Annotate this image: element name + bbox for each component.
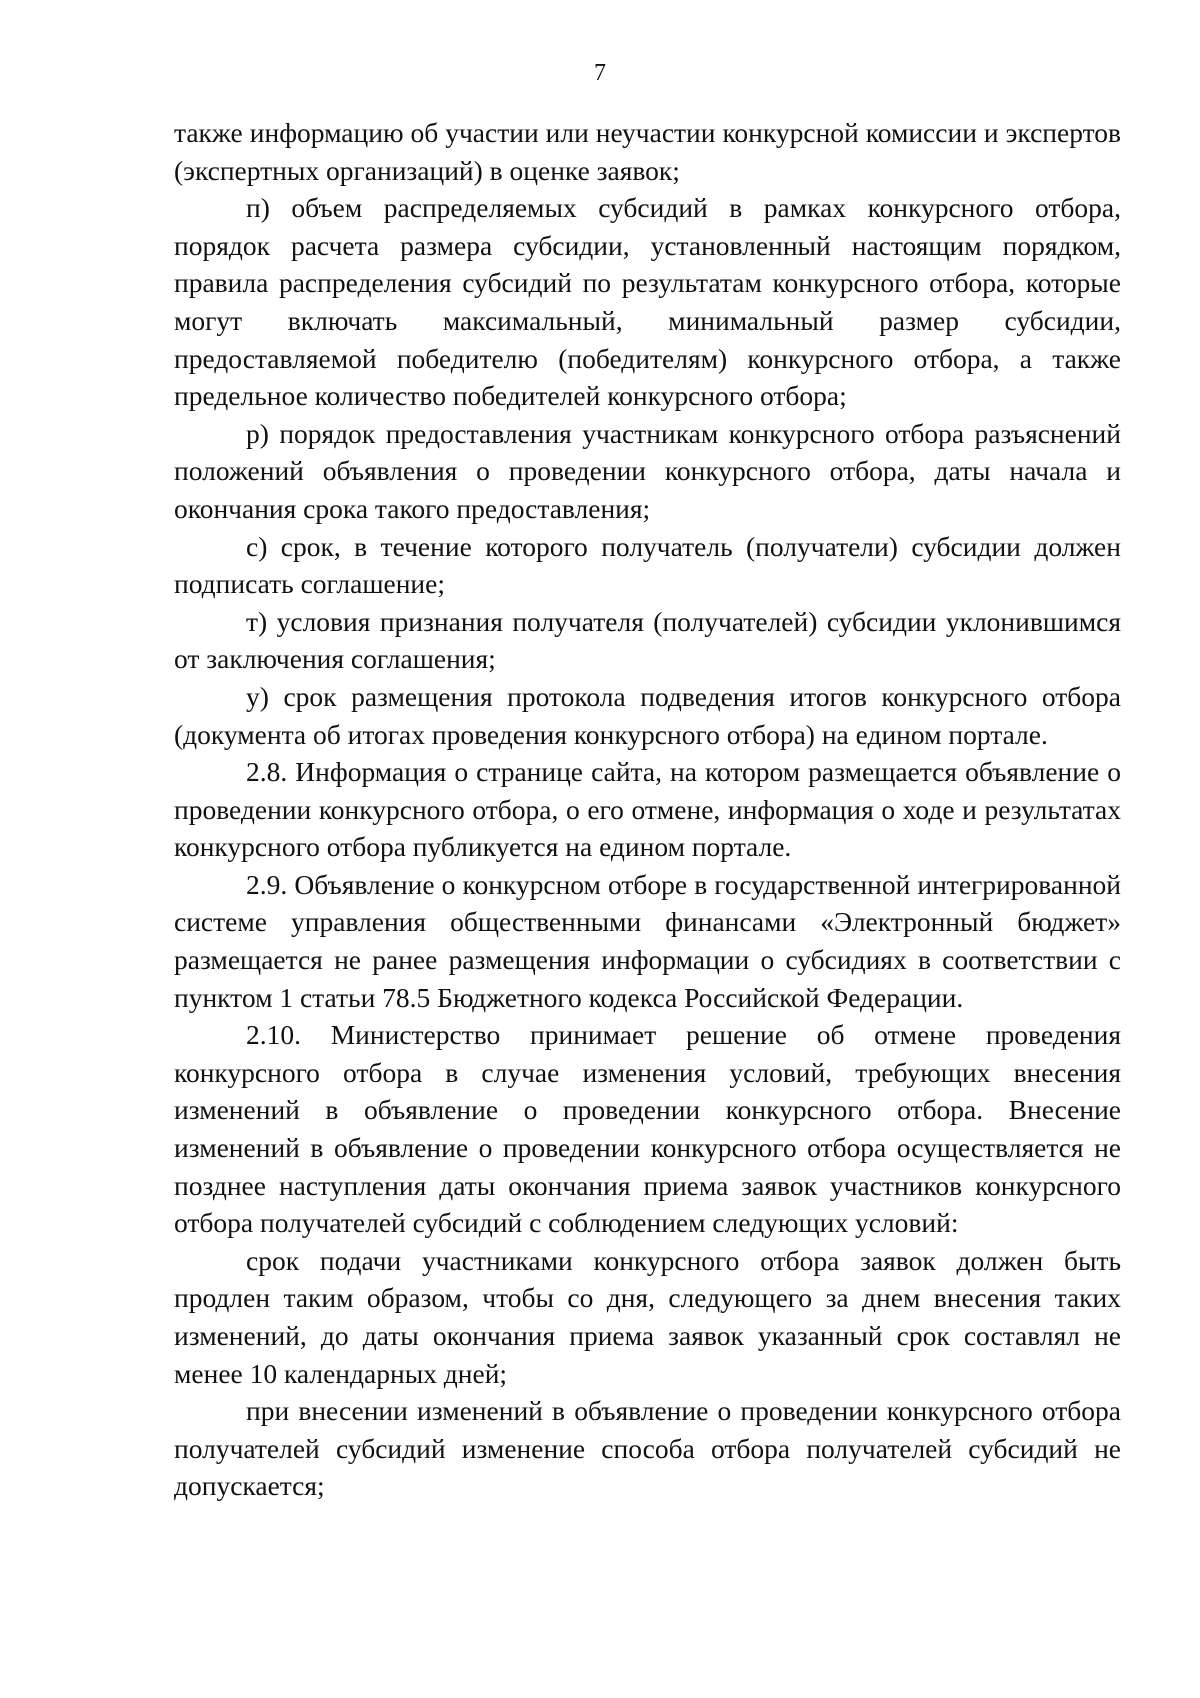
paragraph-item-r: р) порядок предоставления участникам конкурсного отбора разъяснений положений объявления о проведении конкурсного отбора, даты начала и окончания срока такого предоставления;	[174, 417, 1121, 524]
paragraph-section-2-9: 2.9. Объявление о конкурсном отборе в государственной интегрированной системе управления общественными финансами «Электронный бюджет» размещается не ранее размещения информации о субсидиях в соответствии с пунктом 1 статьи 78.5 Бюджетного кодекса Российской Федерации.	[174, 868, 1121, 1013]
paragraph-section-2-10: 2.10. Министерство принимает решение об отмене проведения конкурсного отбора в случае изменения условий, требующих внесения изменений в объявление о проведении конкурсного отбора. Внесение изменений в объявление о проведении конкурсного отбора осуществляется не позднее наступления даты окончания приема заявок участников конкурсного отбора получателей субсидий с соблюдением следующих условий:	[174, 1019, 1121, 1239]
paragraph-item-p: п) объем распределяемых субсидий в рамках конкурсного отбора, порядок расчета размера субсидии, установленный настоящим порядком, правила распределения субсидий по результатам конкурсного отбора, которые могут включать максимальный, минимальный размер субсидии, предоставляемой победителю (победителям) конкурсного отбора, а также предельное количество победителей конкурсного отбора;	[174, 192, 1121, 412]
paragraph-item-s: с) срок, в течение которого получатель (получатели) субсидии должен подписать соглашение;	[174, 530, 1121, 600]
document-body	[174, 114, 1121, 1505]
page-number: 7	[594, 60, 606, 86]
paragraph-condition-deadline: срок подачи участниками конкурсного отбора заявок должен быть продлен таким образом, чтобы со дня, следующего за днем внесения таких изменений, до даты окончания приема заявок указанный срок составлял не менее 10 календарных дней;	[174, 1244, 1121, 1389]
paragraph-condition-method: при внесении изменений в объявление о проведении конкурсного отбора получателей субсидий изменение способа отбора получателей субсидий не допускается;	[174, 1395, 1121, 1502]
paragraph-item-u: у) срок размещения протокола подведения итогов конкурсного отбора (документа об итогах проведения конкурсного отбора) на едином портале.	[174, 680, 1121, 750]
paragraph-continuation: также информацию об участии или неучастии конкурсной комиссии и экспертов (экспертных организаций) в оценке заявок;	[174, 117, 1121, 186]
paragraph-section-2-8: 2.8. Информация о странице сайта, на котором размещается объявление о проведении конкурсного отбора, о его отмене, информация о ходе и результатах конкурсного отбора публикуется на едином портале.	[174, 756, 1121, 863]
paragraph-item-t: т) условия признания получателя (получателей) субсидии уклонившимся от заключения соглашения;	[174, 605, 1121, 675]
